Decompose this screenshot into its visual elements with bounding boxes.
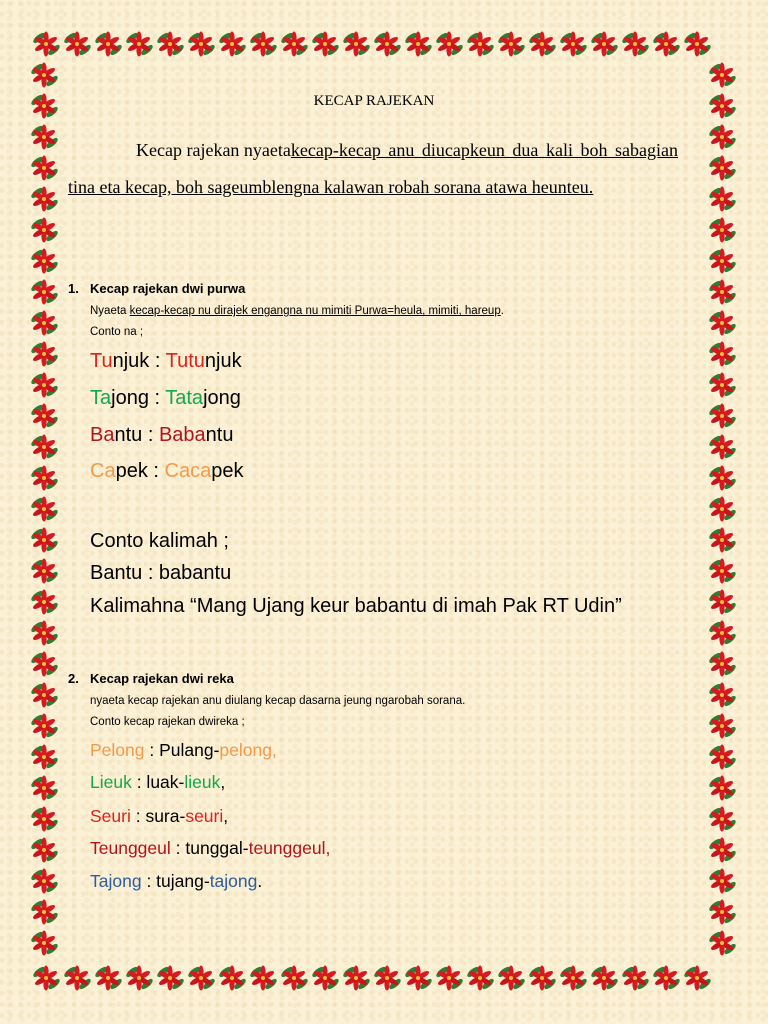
- example-rajek-prefix: Baba: [158, 424, 206, 446]
- kalimah-label: Conto kalimah ;: [90, 530, 229, 552]
- section1-conto-label: Conto na ;: [90, 326, 144, 338]
- poinsettia-icon: [708, 403, 738, 429]
- example-prefix: Ca: [90, 460, 116, 482]
- dwireka-word: Pelong: [90, 740, 145, 760]
- dwireka-word: Seuri: [90, 806, 131, 826]
- dwireka-rep: lieuk: [184, 772, 221, 792]
- dwireka-example: [90, 806, 228, 827]
- section1-number: 1.: [68, 281, 79, 296]
- poinsettia-icon: [708, 434, 738, 460]
- poinsettia-icon: [30, 434, 60, 460]
- poinsettia-icon: [708, 558, 738, 584]
- example-rest: ntu :: [114, 424, 159, 446]
- poinsettia-icon: [708, 806, 738, 832]
- dwireka-sep: : tujang-: [141, 871, 210, 891]
- dwireka-rep: pelong,: [219, 740, 277, 760]
- section1-desc-end: .: [500, 305, 504, 317]
- poinsettia-icon: [30, 713, 60, 739]
- poinsettia-icon: [708, 310, 738, 336]
- section2-conto-label: Conto kecap rajekan dwireka ;: [90, 716, 245, 728]
- poinsettia-icon: [708, 248, 738, 274]
- example-prefix: Tu: [90, 350, 113, 372]
- example-rajek-rest: ntu: [205, 424, 234, 446]
- dwireka-tail: ,: [220, 772, 226, 792]
- poinsettia-icon: [683, 965, 713, 991]
- dwireka-rep: tajong: [209, 871, 258, 891]
- poinsettia-icon: [708, 930, 738, 956]
- poinsettia-icon: [683, 31, 713, 57]
- poinsettia-icon: [30, 217, 60, 243]
- poinsettia-icon: [30, 651, 60, 677]
- poinsettia-icon: [32, 31, 62, 57]
- poinsettia-icon: [30, 527, 60, 553]
- poinsettia-icon: [30, 310, 60, 336]
- dwireka-sep: : luak-: [131, 772, 185, 792]
- poinsettia-icon: [708, 465, 738, 491]
- example-rest: pek :: [115, 460, 165, 482]
- intro-lead-text: Kecap rajekan nyaeta: [136, 140, 291, 160]
- section2-title: Kecap rajekan dwi reka: [90, 671, 234, 686]
- document-page: [68, 0, 680, 1024]
- poinsettia-icon: [708, 775, 738, 801]
- poinsettia-icon: [30, 496, 60, 522]
- poinsettia-icon: [30, 806, 60, 832]
- dwireka-example: [90, 740, 277, 761]
- poinsettia-icon: [708, 155, 738, 181]
- page-title: KECAP RAJEKAN: [313, 93, 435, 109]
- section1-title: Kecap rajekan dwi purwa: [90, 281, 246, 296]
- poinsettia-icon: [30, 868, 60, 894]
- example-rajek-rest: jong: [203, 387, 241, 409]
- dwireka-rep: teunggeul,: [248, 838, 331, 858]
- poinsettia-icon: [30, 744, 60, 770]
- kalimah-pair: Bantu : babantu: [90, 562, 232, 584]
- poinsettia-icon: [30, 341, 60, 367]
- dwireka-tail: ,: [223, 806, 229, 826]
- dwireka-example: [90, 838, 330, 859]
- poinsettia-icon: [708, 589, 738, 615]
- poinsettia-icon: [708, 682, 738, 708]
- example-prefix: Ta: [90, 387, 112, 409]
- poinsettia-icon: [708, 124, 738, 150]
- poinsettia-icon: [30, 589, 60, 615]
- intro-underlined-text: kecap-kecap anu diucapkeun dua kali boh sabagian tina eta kecap, boh sageumblengna kalawan robah sorana atawa heunteu.: [68, 140, 678, 197]
- poinsettia-icon: [30, 155, 60, 181]
- dwireka-word: Tajong: [90, 871, 142, 891]
- dwireka-sep: : sura-: [130, 806, 186, 826]
- section2-number: 2.: [68, 671, 79, 686]
- example-line: [90, 387, 241, 410]
- dwireka-word: Teunggeul: [90, 838, 171, 858]
- poinsettia-icon: [30, 124, 60, 150]
- example-rest: jong :: [111, 387, 166, 409]
- kalimah-sentence: Kalimahna “Mang Ujang keur babantu di imah Pak RT Udin”: [90, 595, 622, 617]
- poinsettia-icon: [708, 713, 738, 739]
- poinsettia-icon: [708, 868, 738, 894]
- poinsettia-icon: [30, 62, 60, 88]
- dwireka-example: [90, 772, 225, 793]
- poinsettia-icon: [30, 930, 60, 956]
- poinsettia-icon: [30, 279, 60, 305]
- example-line: [90, 424, 233, 447]
- dwireka-tail: .: [257, 871, 263, 891]
- poinsettia-icon: [708, 837, 738, 863]
- example-rajek-prefix: Tutu: [165, 350, 205, 372]
- poinsettia-icon: [30, 558, 60, 584]
- example-rajek-rest: njuk: [204, 350, 242, 372]
- poinsettia-icon: [30, 372, 60, 398]
- section1-desc-underline: kecap-kecap nu dirajek engangna nu mimiti Purwa=heula, mimiti, hareup: [129, 305, 501, 317]
- example-prefix: Ba: [90, 424, 115, 446]
- poinsettia-icon: [30, 620, 60, 646]
- poinsettia-icon: [30, 837, 60, 863]
- example-rajek-rest: pek: [211, 460, 244, 482]
- poinsettia-icon: [708, 93, 738, 119]
- poinsettia-icon: [30, 248, 60, 274]
- dwireka-word: Lieuk: [90, 772, 132, 792]
- poinsettia-icon: [30, 682, 60, 708]
- poinsettia-icon: [708, 341, 738, 367]
- poinsettia-icon: [708, 496, 738, 522]
- section2-description: nyaeta kecap rajekan anu diulang kecap dasarna jeung ngarobah sorana.: [90, 695, 466, 707]
- poinsettia-icon: [708, 620, 738, 646]
- example-rajek-prefix: Caca: [164, 460, 212, 482]
- poinsettia-icon: [30, 775, 60, 801]
- example-rajek-prefix: Tata: [165, 387, 204, 409]
- poinsettia-icon: [30, 93, 60, 119]
- poinsettia-icon: [708, 651, 738, 677]
- poinsettia-icon: [30, 465, 60, 491]
- poinsettia-icon: [708, 372, 738, 398]
- poinsettia-icon: [708, 899, 738, 925]
- example-rest: njuk :: [112, 350, 166, 372]
- section1-description: [90, 305, 504, 317]
- intro-paragraph: [68, 132, 678, 206]
- section1-heading: [68, 281, 245, 296]
- section1-desc-start: Nyaeta: [90, 305, 130, 317]
- dwireka-sep: : tunggal-: [170, 838, 249, 858]
- example-line: [90, 350, 242, 373]
- poinsettia-icon: [708, 744, 738, 770]
- poinsettia-icon: [708, 217, 738, 243]
- example-line: [90, 460, 243, 483]
- section2-heading: [68, 671, 234, 686]
- poinsettia-icon: [708, 279, 738, 305]
- poinsettia-icon: [30, 403, 60, 429]
- poinsettia-icon: [30, 186, 60, 212]
- dwireka-example: [90, 871, 262, 892]
- poinsettia-icon: [30, 899, 60, 925]
- dwireka-sep: : Pulang-: [144, 740, 220, 760]
- poinsettia-icon: [32, 965, 62, 991]
- poinsettia-icon: [708, 186, 738, 212]
- poinsettia-icon: [708, 62, 738, 88]
- poinsettia-icon: [708, 527, 738, 553]
- dwireka-rep: seuri: [185, 806, 224, 826]
